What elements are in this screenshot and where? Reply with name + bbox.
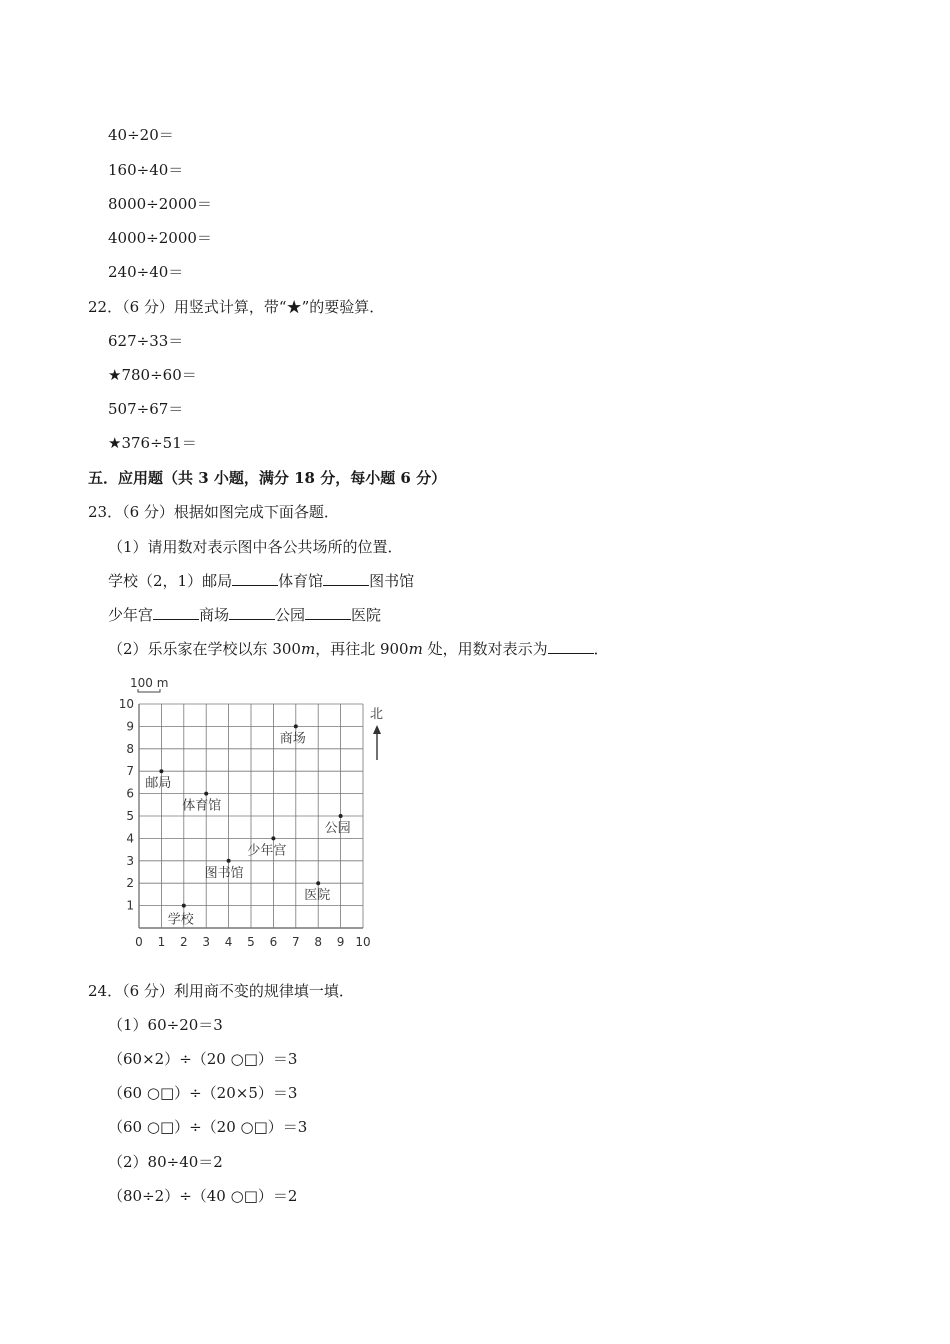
section-title: 五．应用题（共 3 小题，满分 18 分，每小题 6 分） [88,469,447,487]
question-text: （6 分）利用商不变的规律填一填． [122,982,354,1000]
q21-item: 4000÷2000＝ [108,229,212,247]
location-map [110,672,390,952]
q24-item: （60 ○□）÷（20×5）＝3 [108,1084,298,1102]
place-marker [325,814,351,836]
place-dot [294,724,298,728]
y-tick-label: 3 [126,853,134,868]
y-tick-label: 7 [126,764,134,779]
answer-blank[interactable] [548,639,594,654]
q22-item: ★780÷60＝ [108,366,197,384]
y-tick-label: 1 [126,898,134,913]
q23-row1: 学校（2，1）邮局 体育馆 图书馆 [108,572,415,590]
q24-item: （1）60÷20＝3 [108,1016,223,1034]
place-dot [182,904,186,908]
y-tick-label: 5 [126,809,134,823]
place-dot [204,792,208,796]
place-dot [159,769,163,773]
place-marker [304,881,330,903]
place-label: 医院 [304,888,331,904]
map-places [145,724,350,927]
place-label: 公园 [324,821,351,836]
q24-question [88,981,354,1001]
x-tick-label: 1 [157,935,166,949]
q23-question [88,502,339,522]
q22-item: ★376÷51＝ [108,434,197,452]
place-marker [205,859,244,881]
scale-label: 100 m [130,676,169,690]
answer-blank[interactable] [153,605,199,620]
x-tick-label: 8 [314,935,323,949]
y-tick-label: 9 [126,719,134,734]
answer-blank[interactable] [305,605,351,620]
place-label: 邮局 [145,776,172,792]
place-dot [339,814,343,818]
x-axis-ticks [135,935,370,949]
q21-item: 40÷20＝ [108,126,174,144]
place-dot [316,881,320,885]
question-number: 24． [88,982,123,1000]
x-tick-label: 3 [202,935,211,949]
q24-item: （2）80÷40＝2 [108,1153,223,1171]
place-marker [182,792,221,814]
q22-item: 507÷67＝ [108,400,184,418]
answer-blank[interactable] [232,571,278,586]
q22-question [88,297,384,317]
q23-part1: （1）请用数对表示图中各公共场所的位置． [108,538,403,556]
place-label: 图书馆 [204,865,244,881]
y-tick-label: 6 [126,786,134,801]
question-text: （6 分）用竖式计算，带“★”的要验算． [122,298,385,316]
place-label: 体育馆 [182,798,222,814]
x-tick-label: 0 [135,935,143,949]
x-tick-label: 7 [291,935,300,949]
q21-item: 8000÷2000＝ [108,195,212,213]
place-dot [271,836,275,840]
place-marker [145,769,171,791]
place-label: 学校 [167,912,194,928]
q24-item: （60×2）÷（20 ○□）＝3 [108,1050,298,1068]
place-marker [247,836,286,858]
place-marker [168,904,195,928]
y-axis-ticks [119,697,134,913]
answer-blank[interactable] [323,571,369,586]
y-tick-label: 10 [118,697,134,711]
north-arrow-head [373,725,381,734]
question-number: 22． [88,298,123,316]
place-label: 商场 [279,731,306,747]
north-arrow [370,707,383,760]
x-tick-label: 9 [336,935,345,949]
y-tick-label: 8 [126,741,134,756]
q24-item: （60 ○□）÷（20 ○□）＝3 [108,1118,308,1136]
x-tick-label: 10 [355,935,371,949]
x-tick-label: 6 [269,935,278,949]
answer-blank[interactable] [229,605,275,620]
q21-item: 160÷40＝ [108,161,184,179]
place-label: 少年宫 [247,843,287,859]
question-text: （6 分）根据如图完成下面各题． [122,503,339,521]
north-label: 北 [370,707,384,722]
q24-item: （80÷2）÷（40 ○□）＝2 [108,1187,298,1205]
x-tick-label: 4 [224,935,233,949]
q21-item: 240÷40＝ [108,263,184,281]
question-number: 23． [88,503,123,521]
place-dot [227,859,231,863]
q23-row2: 少年宫 商场 公园 医院 [108,606,382,624]
q23-part2: （2）乐乐家在学校以东 300m，再往北 900m 处，用数对表示为 ． [108,640,609,658]
x-tick-label: 5 [247,935,255,949]
y-tick-label: 2 [126,876,134,891]
q22-item: 627÷33＝ [108,332,184,350]
x-tick-label: 2 [179,935,188,949]
y-tick-label: 4 [126,831,134,846]
place-marker [280,724,306,746]
scale-bar [130,676,168,692]
